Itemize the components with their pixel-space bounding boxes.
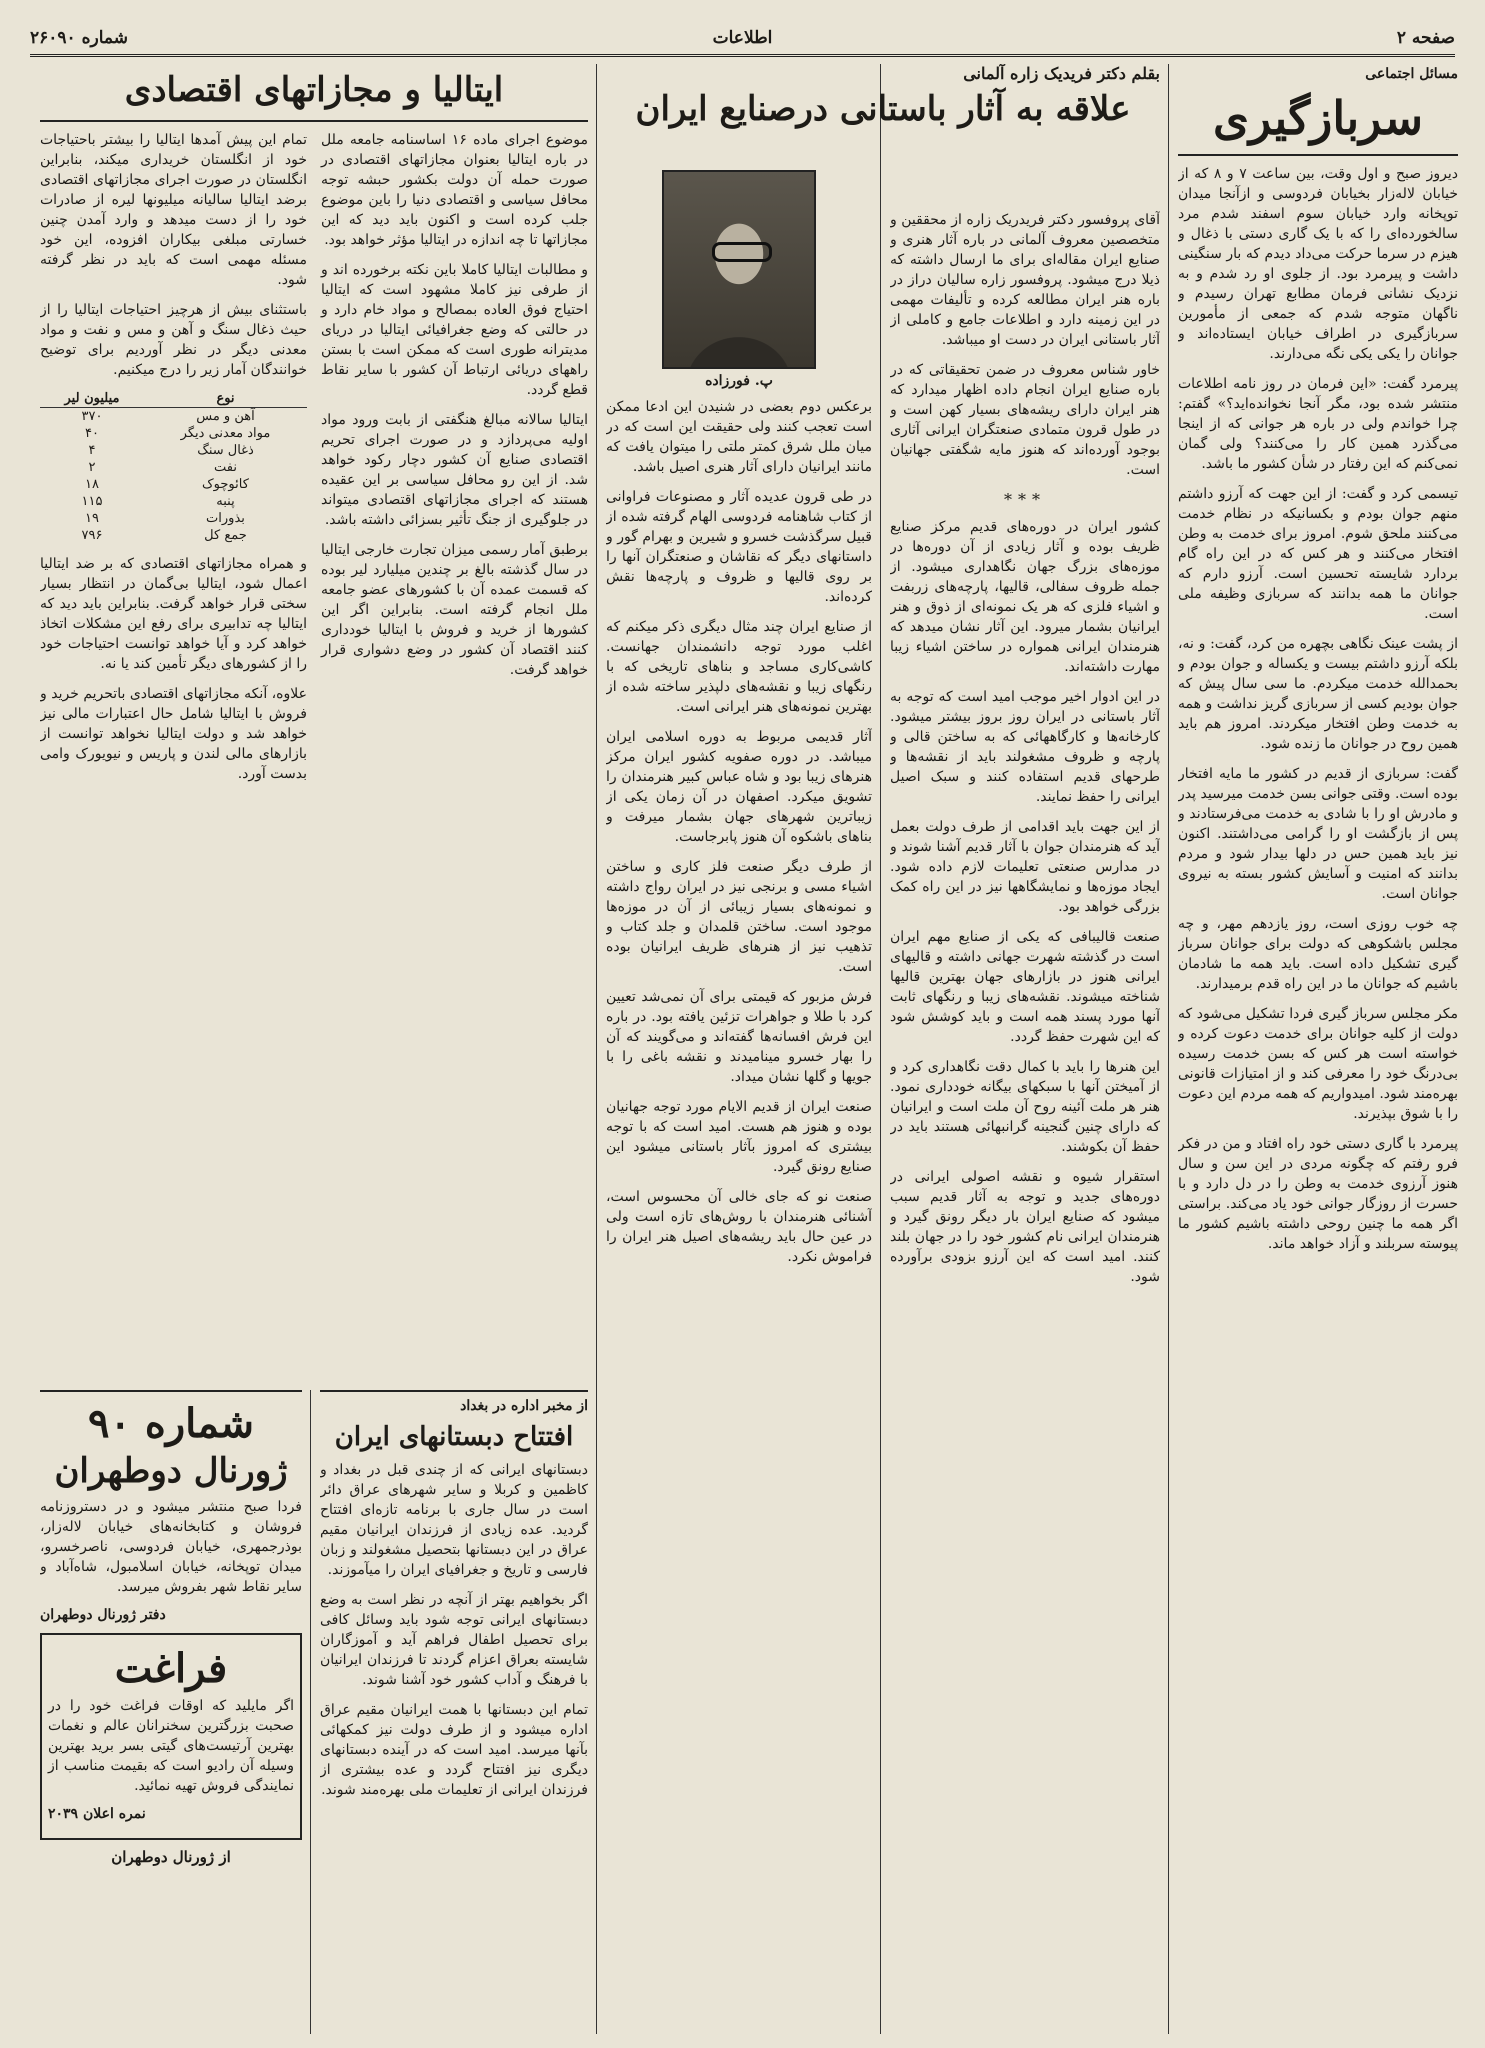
- table-cell: ۷۹۶: [81, 528, 103, 543]
- author-portrait: [662, 170, 816, 369]
- table-row: [40, 493, 307, 510]
- page-number: صفحه ۲: [1396, 28, 1455, 48]
- article-title: افتتاح دبستانهای ایران: [334, 1422, 574, 1452]
- table-cell: ۱۱۵: [81, 494, 103, 509]
- article-kicker: از مخبر اداره در بغداد: [460, 1398, 588, 1414]
- ad-subtitle: ژورنال دوطهران: [54, 1451, 288, 1491]
- article-title: ایتالیا و مجازاتهای اقتصادی: [124, 70, 504, 110]
- paragraph: تیسمی کرد و گفت: از این جهت که آرزو داشتم منهم جوان بودم و بکسانیکه در نظام خدمت می‌کنند ملحق شوم. امروز برای خدمت به وطن افتخار می‌کنند و هر کس که در این راه گام بردارد شایسته تحسین است. آرزو دارم که جوانان ما همه بدانند که سربازی وظیفه ملی است.: [1178, 486, 1458, 622]
- paragraph: گفت: سربازی از قدیم در کشور ما مایه افتخار بوده است. وقتی جوانی بسن خدمت میرسید پدر و مادرش او را با شادی به خدمت می‌فرستادند و پس از بازگشت او را گرامی می‌داشتند. اکنون نیز باید همین حس در دلها بیدار شود و مردم بدانند که امنیت و آسایش کشور بسته به نیروی جوانان است.: [1178, 766, 1458, 902]
- table-cell: ۴: [88, 443, 96, 458]
- article-byline: بقلم دکتر فریدیک زاره آلمانی: [963, 64, 1160, 83]
- import-stats-table: [40, 390, 307, 544]
- paragraph: صنعت قالیبافی که یکی از صنایع مهم ایران است در گذشته شهرت جهانی داشته و قالیهای ایرانی هنوز در بازارهای جهان بهترین قالیها شناخته میشوند. نقشه‌های زیبا و رنگهای ثابت آنها مورد پسند همه است و باید کوشش شود که این شهرت حفظ گردد.: [890, 929, 1160, 1045]
- photo-caption: پ. فورزاده: [705, 373, 773, 389]
- table-row: [40, 425, 307, 442]
- paragraph: علاوه، آنکه مجازاتهای اقتصادی باتحریم خرید و فروش با ایتالیا شامل حال اعتبارات مالی نیز خواهد شد و دولت ایتالیا نخواهد توانست از بازارهای مالی لندن و پاریس و نیویورک وامی بدست آورد.: [40, 686, 307, 782]
- paragraph: تمام این دبستانها با همت ایرانیان مقیم عراق اداره میشود و از طرف دولت نیز کمکهائی بآنها میرسد. امید است که در آینده دبستانهای دیگری نیز افتتاح گردد و عده بیشتری از فرزندان ایرانی از تعلیمات ملی بهره‌مند شوند.: [320, 1702, 588, 1798]
- ad-text: فردا صبح منتشر میشود و در دستروزنامه فروشان و کتابخانه‌های خیابان لاله‌زار، بوذرجمهری، خیابان فردوسی، ناصرخسرو، میدان توپخانه، خیابان اسلامبول، شاه‌آباد و سایر نقاط شهر بفروش میرسد.: [40, 1499, 302, 1595]
- table-header: میلیون لیر: [40, 390, 144, 408]
- paragraph: تمام این پیش آمدها ایتالیا را بیشتر باحتیاجات خود از انگلستان خریداری میکند، بنابراین انگلستان در صورت اجرای مجازاتهای اقتصادی برضد ایتالیا سالیانه میلیونها لیره از صادرات خود را از دست میدهد و وارد آمدن چنین خسارتی مبلغی بیکاران افزوده، این خود مسئله مهمی است که باید در نظر گرفته شود.: [40, 132, 307, 288]
- table-cell: ۲: [88, 460, 96, 475]
- article-italy: [40, 64, 588, 1374]
- article-title: سربازگیری: [1212, 91, 1424, 145]
- table-cell: ۴۰: [85, 426, 99, 441]
- paragraph: آثار قدیمی مربوط به دوره اسلامی ایران میباشد. در دوره صفویه کشور ایران مرکز هنرهای زیبا بود و شاه عباس کبیر هنرمندان را تشویق میکرد. اصفهان در آن زمان یکی از زیباترین شهرهای جهان بشمار میرفت و بناهای باشکوه آن هنوز پابرجاست.: [606, 729, 872, 845]
- table-cell: آهن و مس: [196, 409, 255, 424]
- paragraph: مکر مجلس سرباز گیری فردا تشکیل می‌شود که دولت از کلیه جوانان برای خدمت دعوت کرده و خواسته است هر کس که بسن خدمت رسیده بی‌درنگ خود را معرفی کند و از امتیازات قانونی بهره‌مند شود. امیدواریم که همه مردم این دعوت را با شوق بپذیرند.: [1178, 1006, 1458, 1122]
- table-cell: مواد معدنی دیگر: [180, 426, 271, 441]
- column-rule: [310, 1390, 311, 2034]
- article-sarbazgiri: [1178, 64, 1458, 2034]
- table-header: نوع: [144, 390, 307, 408]
- ad-box-faraghat: [40, 1633, 302, 1840]
- paragraph: چه خوب روزی است، روز یازدهم مهر، و چه مجلس باشکوهی که دولت برای جوانان سرباز گیری تشکیل داده است. باید همه ما شادمان باشیم که جوانان ما در این راه قدم برمیدارند.: [1178, 916, 1458, 992]
- column-rule: [1168, 64, 1169, 2034]
- table-row: [40, 459, 307, 476]
- article-title: علاقه به آثار باستانی درصنایع ایران: [635, 89, 1131, 129]
- divider: [1178, 154, 1458, 156]
- paragraph: و همراه مجازاتهای اقتصادی که بر ضد ایتالیا اعمال شود، ایتالیا بی‌گمان در انتظار بسیار سختی قرار خواهد گرفت. بنابراین باید دید که ایتالیا چه تدابیری برای رفع این مشکلات اتخاذ خواهد کرد و آیا خواهد توانست احتیاجات خود را از کشورهای دیگر تأمین کند یا نه.: [40, 556, 307, 672]
- paragraph: از پشت عینک نگاهی بچهره من کرد، گفت: و نه، بلکه آرزو داشتم بیست و یکساله و جوان بودم و بحمدالله خدمت میکردم. ما سی سال پیش که جوان بودیم کسی از سربازی گریز نداشت و همه به خدمت وطن افتخار میکردند. امروز هم باید همین روح در جوانان ما زنده شود.: [1178, 636, 1458, 752]
- paragraph: و مطالبات ایتالیا کاملا باین نکته برخورده اند و از طرفی نیز کاملا مشهود است که ایتالیا احتیاج فوق العاده بمصالح و مواد خام دارد و در حالتی که وضع جغرافیائی ایتالیا در دریای مدیترانه طوری است که ممکن است با بستن راههای دریائی ارتباط آن کشور با سایر نقاط قطع گردد.: [321, 262, 588, 398]
- paragraph: فرش مزبور که قیمتی برای آن نمی‌شد تعیین کرد با طلا و جواهرات تزئین یافته بود. در باره این فرش افسانه‌ها گفته‌اند و می‌گویند که آن را بهار خسرو مینامیدند و نقشه باغی را با جویها و گلها نشان میداد.: [606, 989, 872, 1085]
- paragraph: در این ادوار اخیر موجب امید است که توجه به آثار باستانی در ایران روز بروز بیشتر میشود. کارخانه‌ها و کارگاههائی که به ساختن قالی و پارچه و ظروف مشغولند باید از نقشه‌ها و طرحهای قدیم استفاده کنند و سبک اصیل ایرانی را حفظ نمایند.: [890, 689, 1160, 805]
- table-cell: کائوچوک: [202, 477, 249, 492]
- table-cell: جمع کل: [204, 528, 247, 543]
- ad-number: نمره اعلان ۲۰۳۹: [48, 1806, 146, 1822]
- italy-col-right: [321, 130, 588, 794]
- paragraph: صنعت نو که جای خالی آن محسوس است، آشنائی هنرمندان با روش‌های تازه است ولی در عین حال باید ریشه‌های اصیل هنر ایران را فراموش نکرد.: [606, 1189, 872, 1265]
- table-row: [40, 408, 307, 426]
- table-cell: نفت: [214, 460, 237, 475]
- table-cell: پنبه: [216, 494, 235, 509]
- italy-col-left: [40, 130, 307, 794]
- issue-number: شماره ۲۶۰۹۰: [30, 28, 128, 48]
- ads-column: [40, 1390, 302, 2040]
- article-baghdad-schools: [320, 1390, 588, 2040]
- paragraph: از این جهت باید اقدامی از طرف دولت بعمل آید که هنرمندان جوان با آثار قدیم آشنا شوند و در مدارس صنعتی تعلیمات لازم داده شود. ایجاد موزه‌ها و نمایشگاهها نیز در این راه کمک بزرگی خواهد بود.: [890, 819, 1160, 915]
- paragraph: کشور ایران در دوره‌های قدیم مرکز صنایع ظریف بوده و آثار زیادی از آن دوره‌ها در موزه‌های بزرگ جهان نگاهداری میشود. از جمله ظروف سفالی، قالیها، پارچه‌های زربفت و اشیاء فلزی که هر یک نمونه‌ای از ذوق و هنر ایرانیان بشمار میرود. این آثار نشان میدهد که هنرمندان ایرانی همواره در ساختن اشیاء زیبا مهارت داشته‌اند.: [890, 519, 1160, 675]
- paragraph: خاور شناس معروف در ضمن تحقیقاتی که در باره صنایع ایران انجام داده اظهار میدارد که هنر ایران دارای ریشه‌های بسیار کهن است و در طول قرون متمادی صنعتگران ایرانی آثاری بوجود آورده‌اند که هنوز مایه شگفتی جهانیان است.: [890, 362, 1160, 478]
- table-cell: ذغال سنگ: [197, 443, 254, 458]
- ad-signature: دفتر ژورنال دوطهران: [40, 1607, 166, 1623]
- paragraph: این هنرها را باید با کمال دقت نگاهداری کرد و از آمیختن آنها با سبکهای بیگانه خودداری نمود. هنر هر ملت آئینه روح آن ملت است و ایرانیان که دارای چنین گنجینه گرانبهائی هستند باید در حفظ آن بکوشند.: [890, 1059, 1160, 1155]
- column-rule: [880, 64, 881, 2034]
- paragraph: باستثنای بیش از هرچیز احتیاجات ایتالیا را از حیث ذغال سنگ و آهن و مس و نفت و مواد معدنی دیگر در نظر آوردیم برای توضیح خوانندگان آمار زیر را درج میکنیم.: [40, 302, 307, 378]
- paragraph: اگر بخواهیم بهتر از آنچه در نظر است به وضع دبستانهای ایرانی توجه شود باید وسائل کافی برای تحصیل اطفال فراهم آید و آموزگاران شایسته بعراق اعزام گردند تا فرزندان ایرانیان با فرهنگ و آداب کشور خود آشنا شوند.: [320, 1592, 588, 1688]
- table-row: [40, 527, 307, 544]
- paragraph: موضوع اجرای ماده ۱۶ اساسنامه جامعه ملل در باره ایتالیا بعنوان مجازاتهای اقتصادی در صورت حمله آن دولت بکشور حبشه توجه محافل سیاسی و اقتصادی دنیا را باین موضوع جلب کرده است و اکنون باید دید که این مجازاتها تا چه اندازه در ایتالیا مؤثر خواهد بود.: [321, 132, 588, 248]
- table-cell: ۱۹: [85, 511, 99, 526]
- paragraph: برعکس دوم بعضی در شنیدن این ادعا ممکن است تعجب کنند ولی حقیقت این است که در میان ملل شرق کمتر ملتی را میتوان یافت که مانند ایرانیان دارای آثار هنری اصیل باشد.: [606, 399, 872, 475]
- table-cell: ۱۸: [85, 477, 99, 492]
- ad-text: اگر مایلید که اوقات فراغت خود را در صحبت بزرگترین سخنرانان عالم و نغمات بهترین آرتیست‌های گیتی بسر برید بهترین وسیله آن رادیو است که بقیمت مناسب از نمایندگی فروش تهیه نمائید.: [48, 1698, 294, 1794]
- paragraph: از طرف دیگر صنعت فلز کاری و ساختن اشیاء مسی و برنجی نیز در ایران رواج داشته و نمونه‌های بسیار زیبائی از آن در موزه‌ها موجود است. ساختن قلمدان و جلد کتاب و تذهیب نیز از هنرهای ظریف ایرانیان بوده است.: [606, 859, 872, 975]
- table-row: [40, 510, 307, 527]
- paragraph: دیروز صبح و اول وقت، بین ساعت ۷ و ۸ که از خیابان لاله‌زار بخیابان فردوسی و ازآنجا میدان توپخانه وارد خیابان سوم اسفند شدم مرد سالخورده‌ای را که با یک گاری دستی با ذغال و هیزم در سرما حرکت می‌داد دیدم که بار سنگینی داشت و پیرمرد بود. از جلوی او رد شدم و به نزدیک نشانی فرمان مطابع تهران رسیدم و ناگهان متوجه شدم که جمعی از مأمورین سربازگیری در اطراف خیابان ایستاده‌اند و جوانان را یکی یکی نگه می‌دارند.: [1178, 166, 1458, 362]
- column-rule: [596, 64, 597, 2034]
- newspaper-name: اطلاعات: [712, 28, 773, 48]
- paragraph: از صنایع ایران چند مثال دیگری ذکر میکنم که اغلب مورد توجه دانشمندان جهانست. کاشی‌کاری مساجد و بناهای تاریخی که با رنگهای زیبا و نقشه‌های دلپذیر ساخته شده از بهترین نمونه‌های هنر ایرانی است.: [606, 619, 872, 715]
- footer-credit: از ژورنال دوطهران: [111, 1848, 231, 1866]
- separator-stars: ***: [1004, 490, 1046, 509]
- paragraph: استقرار شیوه و نقشه اصولی ایرانی در دوره‌های جدید و توجه به آثار قدیم سبب میشود که صنایع ایران بار دیگر رونق گیرد و هنرمندان ایرانی نام کشور خود را در جهان بلند کنند. امید است که این آرزو بزودی برآورده شود.: [890, 1169, 1160, 1285]
- paragraph: پیرمرد گفت: «این فرمان در روز نامه اطلاعات منتشر شده بود، مگر آنجا نخوانده‌اید؟» گفتم: چرا خواندم ولی در باره هر جوانی که از اینجا می‌گذرد همین کار را می‌کنند؟ ولی گمان نمی‌کنم که این رفتار در شأن کشور ما باشد.: [1178, 376, 1458, 472]
- article-sanaye-col-b: [606, 160, 872, 1365]
- paragraph: آقای پروفسور دکتر فریدریک زاره از محققین و متخصصین معروف آلمانی در باره آثار هنری و صنایع ایران مقاله‌ای برای ما ارسال داشته که ذیلا درج میشود. پروفسور زاره سالیان دراز در باره هنر ایران مطالعه کرده و تألیفات مهمی در این زمینه دارد و اطلاعات جامع و کاملی از آثار باستانی ایران در دست او میباشد.: [890, 212, 1160, 348]
- paragraph: پیرمرد با گاری دستی خود راه افتاد و من در فکر فرو رفتم که چگونه مردی در این سن و سال هنوز آرزوی خدمت به وطن را در دل دارد و با حسرت از روزگار جوانی خود یاد می‌کند. براستی اگر همه ما چنین روحی داشته باشیم کشور ما پیوسته سربلند و آزاد خواهد ماند.: [1178, 1136, 1458, 1252]
- paragraph: در طی قرون عدیده آثار و مصنوعات فراوانی از کتاب شاهنامه فردوسی الهام گرفته شده از قبیل سرگذشت خسرو و شیرین و بهرام گور و داستانهای دیگر که نقاشان و صنعتگران آنها را بر روی قالیها و ظروف و پارچه‌ها نقش کرده‌اند.: [606, 489, 872, 605]
- article-kicker: مسائل اجتماعی: [1365, 66, 1458, 82]
- article-sanaye-col-a: [890, 210, 1160, 2034]
- table-row: [40, 476, 307, 493]
- paragraph: ایتالیا سالانه مبالغ هنگفتی از بابت ورود مواد اولیه می‌پردازد و در صورت اجرای تحریم اقتصادی صنایع آن کشور دچار رکود خواهد شد. از این رو محافل سیاسی بر این عقیده هستند که اجرای مجازاتهای اقتصادی میتواند در جلوگیری از جنگ تأثیر بسزائی داشته باشد.: [321, 412, 588, 528]
- paragraph: برطبق آمار رسمی میزان تجارت خارجی ایتالیا در سال گذشته بالغ بر چندین میلیارد لیر بوده که قسمت عمده آن با کشورهای عضو جامعه ملل انجام گرفته است. بنابراین اگر این کشورها از خرید و فروش با ایتالیا خودداری کنند اقتصاد آن کشور در وضع دشواری قرار خواهد گرفت.: [321, 542, 588, 678]
- paragraph: دبستانهای ایرانی که از چندی قبل در بغداد و کاظمین و کربلا و سایر شهرهای عراق دائر است در سال جاری با برنامه تازه‌ای افتتاح گردید. عده زیادی از فرزندان ایرانیان مقیم عراق در این دبستانها بتحصیل مشغولند و زبان فارسی و تاریخ و جغرافیای ایران را میآموزند.: [320, 1462, 588, 1578]
- table-cell: بذورات: [206, 511, 245, 526]
- ad-title: شماره ۹۰: [88, 1400, 254, 1447]
- paragraph: صنعت ایران از قدیم الایام مورد توجه جهانیان بوده و هنوز هم هست. امید است که با توجه بیشتری که امروز بآثار باستانی میشود این صنایع رونق گیرد.: [606, 1099, 872, 1175]
- table-cell: ۳۷۰: [81, 409, 103, 424]
- table-row: [40, 442, 307, 459]
- divider: [40, 120, 588, 122]
- ad-title: فراغت: [114, 1645, 228, 1692]
- masthead: [30, 24, 1455, 57]
